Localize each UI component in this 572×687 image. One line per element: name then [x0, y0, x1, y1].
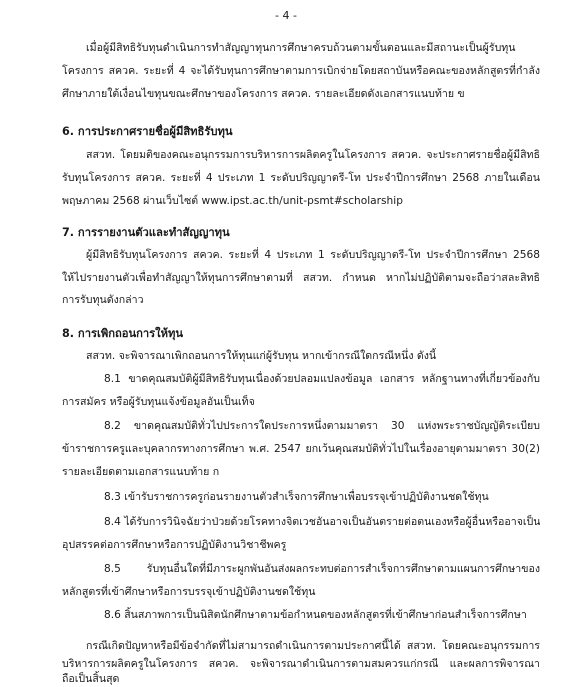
section-7-heading: 7. การรายงานตัวและทำสัญญาทุน	[62, 226, 230, 239]
item-8-4-line-2: อุปสรรคต่อการศึกษาหรือการปฏิบัติงานวิชาชีพครู	[62, 539, 287, 551]
section-6-line-1: สสวท. โดยมติของคณะอนุกรรมการบริหารการผลิตครูในโครงการ สควค. จะประกาศรายชื่อผู้มีสิทธิ	[86, 149, 540, 161]
item-8-5-line-1: 8.5 รับทุนอื่นใดที่มีภาระผูกพันอันส่งผลกระทบต่อการสำเร็จการศึกษาตามแผนการศึกษาของ	[104, 563, 540, 575]
section-6-heading: 6. การประกาศรายชื่อผู้มีสิทธิรับทุน	[62, 125, 233, 138]
item-8-2-line-1: 8.2 ขาดคุณสมบัติทั่วไปประการใดประการหนึ่งตามมาตรา 30 แห่งพระราชบัญญัติระเบียบ	[104, 420, 540, 432]
item-8-2-line-3: รายละเอียดตามเอกสารแนบท้าย ก	[62, 466, 220, 478]
intro-line-2: โครงการ สควค. ระยะที่ 4 จะได้รับทุนการศึกษาตามการเบิกจ่ายโดยสถาบันหรือคณะของหลักสูตรที่กำลัง	[62, 65, 540, 77]
section-8-heading: 8. การเพิกถอนการให้ทุน	[62, 327, 184, 340]
page-number: - 4 -	[275, 9, 297, 22]
item-8-1-line-2: การสมัคร หรือผู้รับทุนแจ้งข้อมูลอันเป็นเท็จ	[62, 396, 255, 408]
intro-line-1: เมื่อผู้มีสิทธิรับทุนดำเนินการทำสัญญาทุนการศึกษาครบถ้วนตามขั้นตอนและมีสถานะเป็นผู้รับทุน	[86, 42, 516, 54]
item-8-3: 8.3 เข้ารับราชการครูก่อนรายงานตัวสำเร็จการศึกษาเพื่อบรรจุเข้าปฏิบัติงานชดใช้ทุน	[104, 491, 489, 503]
section-7-line-2: ให้ไปรายงานตัวเพื่อทำสัญญาให้ทุนการศึกษาตามที่ สสวท. กำหนด หากไม่ปฏิบัติตามจะถือว่าสละสิทธิ	[62, 272, 540, 284]
closing-line-3: ถือเป็นสิ้นสุด	[62, 673, 120, 685]
item-8-6: 8.6 สิ้นสภาพการเป็นนิสิตนักศึกษาตามข้อกำหนดของหลักสูตรที่เข้าศึกษาก่อนสำเร็จการศึกษา	[104, 609, 527, 621]
closing-line-1: กรณีเกิดปัญหาหรือมีข้อจำกัดที่ไม่สามารถดำเนินการตามประกาศนี้ได้ สสวท. โดยคณะอนุกรรมการ	[86, 640, 540, 652]
item-8-4-line-1: 8.4 ได้รับการวินิจฉัยว่าป่วยด้วยโรคทางจิตเวชอันอาจเป็นอันตรายต่อตนเองหรือผู้อื่นหรืออาจเป็น	[104, 516, 540, 528]
item-8-2-line-2: ข้าราชการครูและบุคลากรทางการศึกษา พ.ศ. 2547 ยกเว้นคุณสมบัติทั่วไปในเรื่องอายุตามมาตรา 30(2)	[62, 443, 540, 455]
intro-line-3: ศึกษาภายใต้เงื่อนไขทุนขณะศึกษาของโครงการ สควค. รายละเอียดดังเอกสารแนบท้าย ข	[62, 88, 465, 100]
item-8-5-line-2: หลักสูตรที่เข้าศึกษาหรือการบรรจุเข้าปฏิบัติงานชดใช้ทุน	[62, 586, 316, 598]
section-6-line-3: พฤษภาคม 2568 ผ่านเว็บไซต์ www.ipst.ac.th/unit-psmt#scholarship	[62, 195, 403, 207]
section-7-line-1: ผู้มีสิทธิรับทุนโครงการ สควค. ระยะที่ 4 ประเภท 1 ระดับปริญญาตรี-โท ประจำปีการศึกษา 2568	[86, 249, 540, 261]
section-6-line-2: รับทุนโครงการ สควค. ระยะที่ 4 ประเภท 1 ระดับปริญญาตรี-โท ประจำปีการศึกษา 2568 ภายในเดือน	[62, 172, 540, 184]
section-7-line-3: การรับทุนดังกล่าว	[62, 294, 144, 306]
item-8-1-line-1: 8.1 ขาดคุณสมบัติผู้มีสิทธิรับทุนเนื่องด้วยปลอมแปลงข้อมูล เอกสาร หลักฐานทางที่เกี่ยวข้องกับ	[104, 373, 540, 385]
closing-line-2: บริหารการผลิตครูในโครงการ สควค. จะพิจารณาดำเนินการตามสมควรแก่กรณี และผลการพิจารณา	[62, 658, 540, 670]
section-8-intro: สสวท. จะพิจารณาเพิกถอนการให้ทุนแก่ผู้รับทุน หากเข้ากรณีใดกรณีหนึ่ง ดังนี้	[86, 350, 437, 362]
